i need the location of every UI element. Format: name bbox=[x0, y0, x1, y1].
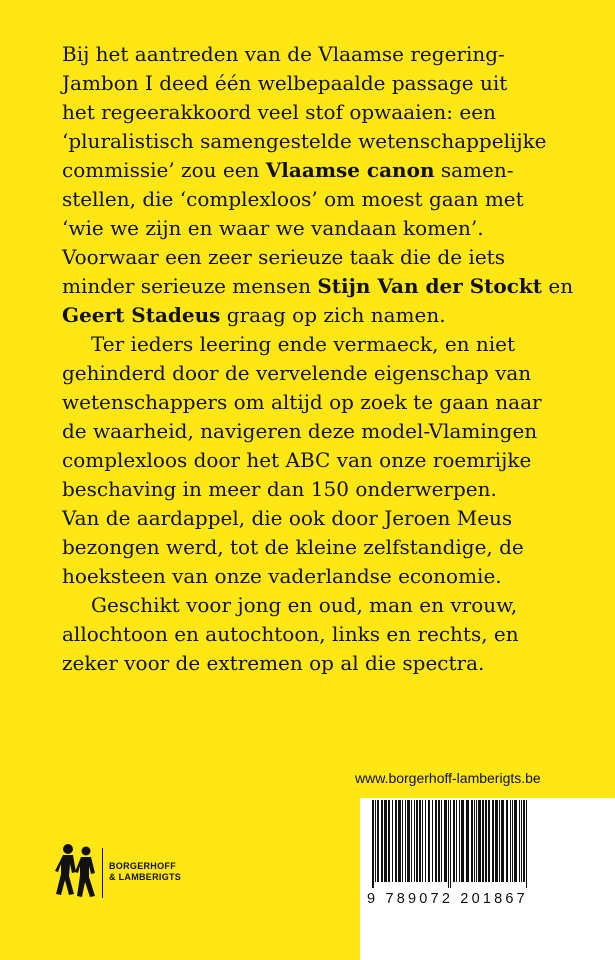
barcode-bar bbox=[461, 800, 464, 882]
blurb-text-segment: bezongen werd, tot de kleine zelfstandige, de bbox=[62, 535, 524, 559]
two-walking-men-logo-icon bbox=[55, 842, 99, 900]
blurb-bold-text: Stijn Van der Stockt bbox=[317, 274, 542, 298]
barcode-bar bbox=[456, 800, 457, 882]
blurb-text-segment: gehinderd door de vervelende eigenschap van bbox=[62, 361, 532, 385]
barcode-bar bbox=[495, 800, 498, 882]
barcode-bar bbox=[402, 800, 403, 882]
blurb-text-segment: beschaving in meer dan 150 onderwerpen. bbox=[62, 477, 497, 501]
barcode-bar bbox=[392, 800, 393, 882]
publisher-name-line1: BORGERHOFF bbox=[109, 861, 176, 871]
barcode-bar bbox=[510, 800, 511, 882]
blurb-text-segment: complexloos door het ABC van onze roemrijke bbox=[62, 448, 532, 472]
blurb-line bbox=[62, 417, 582, 446]
blurb-line bbox=[62, 591, 582, 620]
blurb-line bbox=[62, 127, 582, 156]
publisher-name-line2: & LAMBERIGTS bbox=[109, 872, 182, 882]
barcode-bar bbox=[416, 800, 418, 882]
barcode-bar bbox=[419, 800, 421, 882]
barcode-bar bbox=[514, 800, 517, 882]
blurb-text-segment: Ter ieders leering ende vermaeck, en niet bbox=[91, 332, 516, 356]
barcode-bar bbox=[425, 800, 426, 882]
blurb-text-segment: Geschikt voor jong en oud, man en vrouw, bbox=[91, 593, 518, 617]
blurb-text-segment: en bbox=[542, 274, 574, 298]
blurb-line bbox=[62, 388, 582, 417]
barcode-bar bbox=[526, 800, 527, 888]
barcode-bar bbox=[444, 800, 447, 882]
barcode-bar bbox=[438, 800, 440, 882]
barcode-bar bbox=[395, 800, 397, 882]
blurb-line bbox=[62, 533, 582, 562]
blurb-line bbox=[62, 69, 582, 98]
blurb-text-segment: ‘pluralistisch samengestelde wetenschappelijke bbox=[62, 129, 547, 153]
blurb-text-segment: Van de aardappel, die ook door Jeroen Meus bbox=[62, 506, 513, 530]
blurb-text-segment: ‘wie we zijn en waar we vandaan komen’. bbox=[62, 216, 484, 240]
blurb-text-segment: Jambon I deed één welbepaalde passage uit bbox=[62, 71, 508, 95]
blurb-text-segment: zeker voor de extremen op al die spectra. bbox=[62, 651, 485, 675]
blurb-line bbox=[62, 98, 582, 127]
blurb-bold-text: Geert Stadeus bbox=[62, 303, 221, 327]
barcode-bar bbox=[411, 800, 412, 882]
blurb-line bbox=[62, 214, 582, 243]
blurb-text-segment: wetenschappers om altijd op zoek te gaan naar bbox=[62, 390, 542, 414]
blurb-line bbox=[62, 504, 582, 533]
barcode-bar bbox=[476, 800, 477, 882]
barcode-bar bbox=[422, 800, 423, 882]
barcode-bar bbox=[488, 800, 490, 882]
blurb-line bbox=[62, 301, 582, 330]
barcode-bar bbox=[432, 800, 433, 882]
isbn-number: 9 789072 201867 bbox=[367, 891, 528, 907]
barcode-bar bbox=[471, 800, 473, 882]
blurb-text-segment: de waarheid, navigeren deze model-Vlamingen bbox=[62, 419, 538, 443]
barcode-bar bbox=[414, 800, 415, 882]
blurb-line bbox=[62, 446, 582, 475]
barcode-bar bbox=[407, 800, 410, 882]
blurb-text-segment: Voorwaar een zeer serieuze taak die de iets bbox=[62, 245, 505, 269]
barcode-bar bbox=[435, 800, 437, 882]
barcode-bar bbox=[523, 800, 525, 882]
barcode-bar bbox=[482, 800, 484, 882]
blurb-text-segment: Bij het aantreden van de Vlaamse regering- bbox=[62, 42, 505, 66]
barcode-bar bbox=[474, 800, 475, 882]
blurb-text-segment: minder serieuze mensen bbox=[62, 274, 318, 298]
barcode-bar bbox=[450, 800, 451, 888]
blurb-line bbox=[62, 156, 582, 185]
barcode-bar bbox=[506, 800, 508, 882]
blurb-text bbox=[62, 40, 582, 678]
blurb-text-segment: samen- bbox=[434, 158, 514, 182]
blurb-line bbox=[62, 359, 582, 388]
barcode-icon bbox=[370, 800, 530, 888]
barcode-bar bbox=[466, 800, 469, 882]
logo-divider bbox=[102, 848, 103, 898]
blurb-line bbox=[62, 185, 582, 214]
blurb-line bbox=[62, 40, 582, 69]
blurb-line bbox=[62, 620, 582, 649]
blurb-text-segment: allochtoon en autochtoon, links en rechts, en bbox=[62, 622, 519, 646]
barcode-bar bbox=[388, 800, 390, 882]
blurb-text-segment: hoeksteen van onze vaderlandse economie. bbox=[62, 564, 502, 588]
barcode-bar bbox=[441, 800, 442, 882]
barcode-bar bbox=[478, 800, 481, 882]
barcode-bar bbox=[372, 800, 374, 888]
blurb-line bbox=[62, 330, 582, 359]
barcode-bar bbox=[381, 800, 383, 882]
blurb-text-segment: commissie’ zou een bbox=[62, 158, 266, 182]
blurb-text-segment: stellen, die ‘complexloos’ om moest gaan met bbox=[62, 187, 524, 211]
barcode-bar bbox=[377, 800, 379, 882]
barcode-bar bbox=[519, 800, 520, 882]
barcode-bar bbox=[375, 800, 376, 882]
barcode-bar bbox=[405, 800, 406, 882]
blurb-line bbox=[62, 562, 582, 591]
publisher-website: www.borgerhoff-lamberigts.be bbox=[355, 770, 541, 786]
publisher-name bbox=[109, 861, 181, 883]
barcode-bar bbox=[428, 800, 430, 882]
blurb-line bbox=[62, 272, 582, 301]
blurb-line bbox=[62, 649, 582, 678]
barcode-bar bbox=[499, 800, 500, 882]
blurb-text-segment: graag op zich namen. bbox=[220, 303, 446, 327]
barcode-bar bbox=[384, 800, 387, 882]
barcode-bar bbox=[453, 800, 455, 882]
blurb-line bbox=[62, 243, 582, 272]
barcode-bar bbox=[492, 800, 494, 882]
barcode-bar bbox=[459, 800, 460, 882]
blurb-bold-text: Vlaamse canon bbox=[265, 158, 435, 182]
barcode-bar bbox=[521, 800, 522, 882]
blurb-text-segment: het regeerakkoord veel stof opwaaien: een bbox=[62, 100, 496, 124]
barcode-bar bbox=[485, 800, 487, 882]
barcode-bar bbox=[448, 800, 449, 888]
barcode-bar bbox=[501, 800, 504, 882]
barcode-bar bbox=[398, 800, 401, 882]
blurb-line bbox=[62, 475, 582, 504]
barcode-bar bbox=[512, 800, 513, 882]
